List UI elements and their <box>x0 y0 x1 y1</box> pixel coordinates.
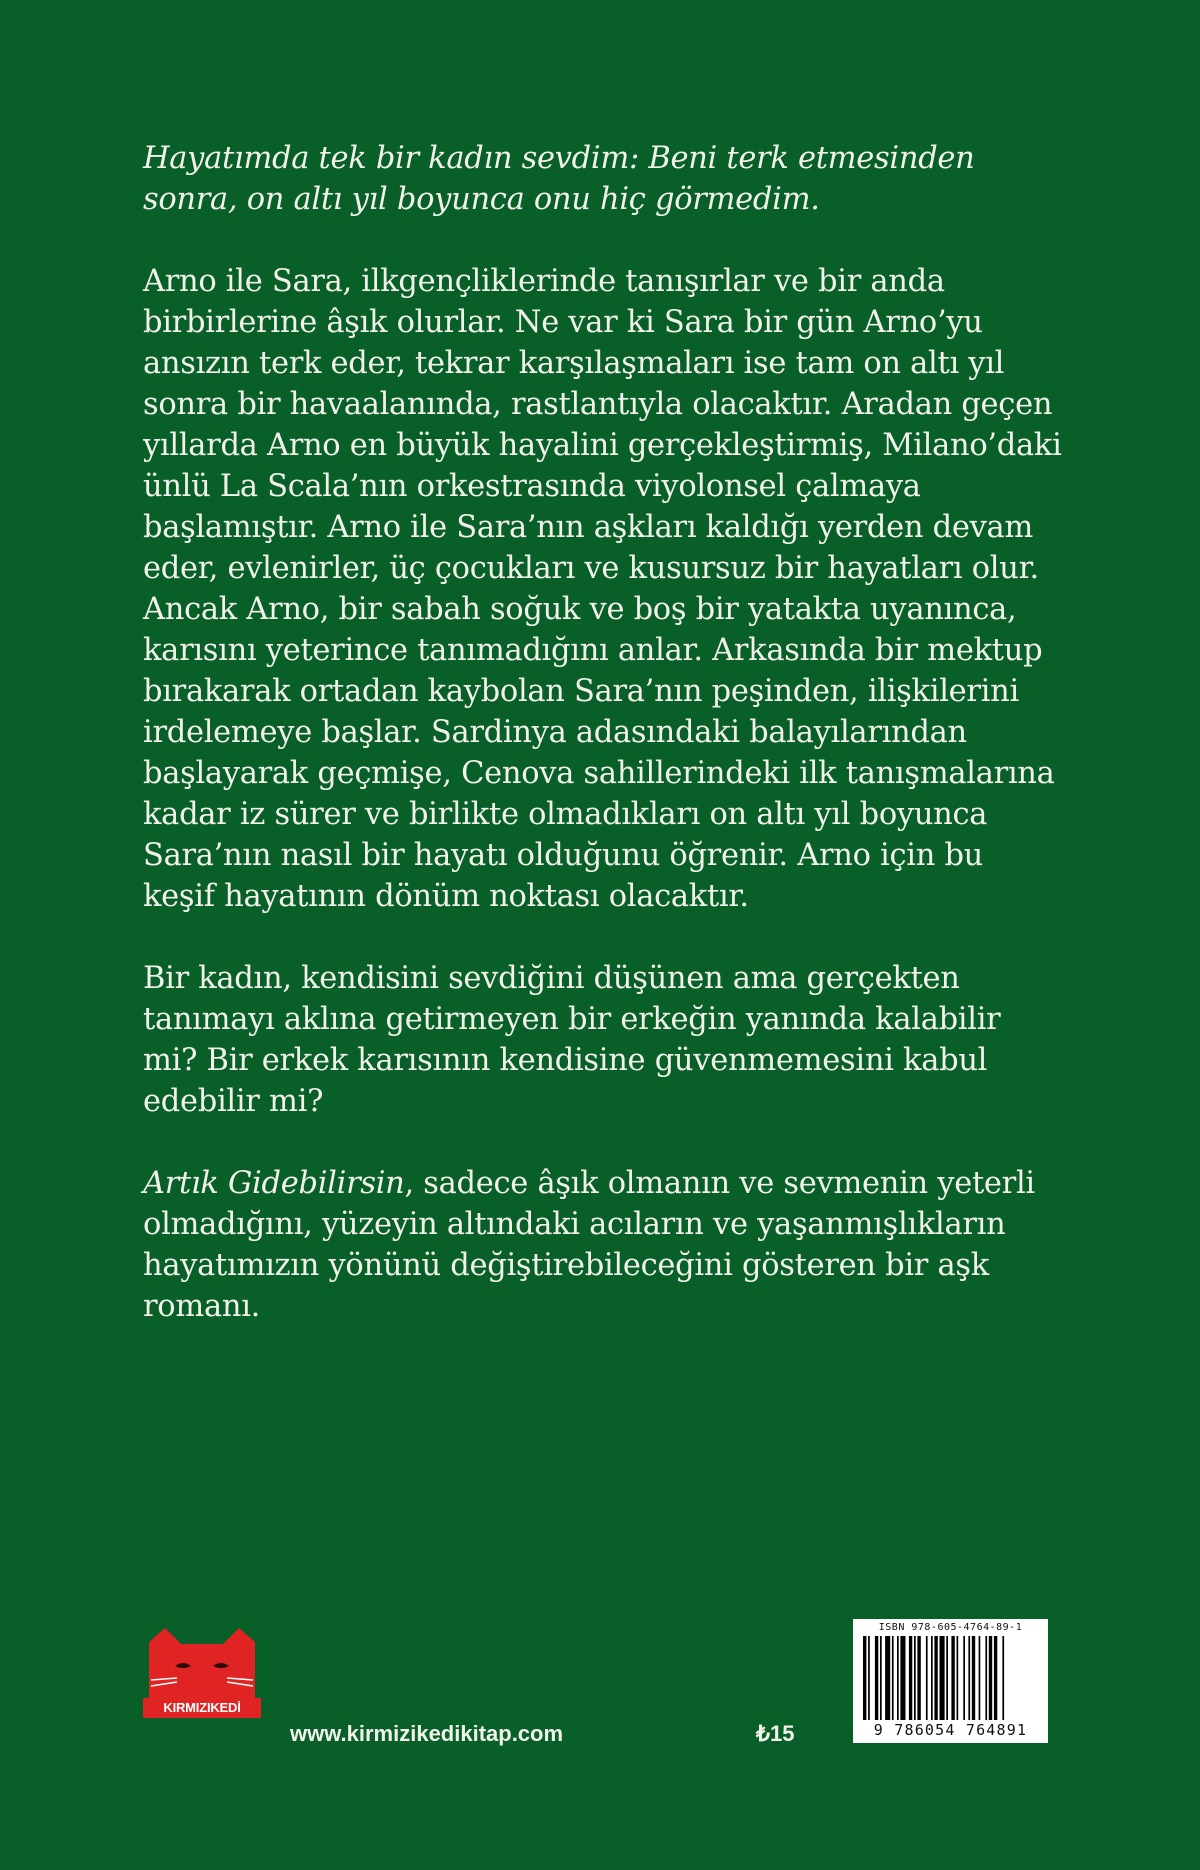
barcode-bar <box>979 1636 981 1720</box>
barcode-bar <box>885 1636 890 1720</box>
barcode-bar <box>926 1636 928 1720</box>
barcode-bar <box>972 1636 975 1720</box>
barcode-bar <box>946 1636 948 1720</box>
barcode-bar <box>994 1636 997 1720</box>
barcode-bar <box>940 1636 945 1720</box>
epigraph: Hayatımda tek bir kadın sevdim: Beni terk etmesinden sonra, on altı yıl boyunca onu hiç görmedim. <box>143 141 975 217</box>
barcode <box>853 1619 1048 1743</box>
barcode-bar <box>868 1636 870 1720</box>
barcode-bar <box>989 1636 992 1720</box>
barcode-bar <box>909 1636 912 1720</box>
barcode-bar <box>931 1636 933 1720</box>
publisher-logo-text: KIRMIZIKEDİ <box>143 1698 261 1718</box>
question-paragraph: Bir kadın, kendisini sevdiğini düşünen ama gerçekten tanımayı aklına getirmeyen bir erkeğin yanında kalabilir mi? Bir erkek karısının kendisine güvenmemesini kabul edebilir mi? <box>143 961 1001 1119</box>
publisher-logo <box>143 1628 261 1720</box>
barcode-bar <box>875 1636 878 1720</box>
barcode-bar <box>985 1636 987 1720</box>
closing-text: , sadece âşık olmanın ve sevmenin yeterli olmadığını, yüzeyin altındaki acıların ve yaşanmışlıkların hayatımızın yönünü değiştirebileceğini gösteren bir aşk romanı. <box>143 1166 1035 1324</box>
barcode-bar <box>914 1636 916 1720</box>
price-label: ₺15 <box>756 1721 795 1746</box>
barcode-bar <box>900 1636 905 1720</box>
barcode-bar <box>897 1636 899 1720</box>
barcode-bar <box>957 1636 959 1720</box>
cat-icon <box>143 1628 261 1700</box>
barcode-bar <box>951 1636 954 1720</box>
isbn-text: ISBN 978-605-4764-89-1 <box>878 1622 1023 1633</box>
barcode-bar <box>892 1636 894 1720</box>
back-cover-blurb <box>143 138 1063 1368</box>
synopsis-paragraph: Arno ile Sara, ilkgençliklerinde tanışırlar ve bir anda birbirlerine âşık olurlar. Ne var ki Sara bir gün Arno’yu ansızın terk eder, tekrar karşılaşmaları ise tam on altı yıl sonra bir havaalanında, rastlantıyla olacaktır. Aradan geçen yıllarda Arno en büyük hayalini gerçekleştirmiş, Milano’daki ünlü La Scala’nın orkestrasında viyolonsel çalmaya başlamıştır. Arno ile Sara’nın aşkları kaldığı yerden devam eder, evlenirler, üç çocukları ve kusursuz bir hayatları olur. Ancak Arno, bir sabah soğuk ve boş bir yatakta uyanınca, karısını yeterince tanımadığını anlar. Arkasında bir mektup bırakarak ortadan kaybolan Sara’nın peşinden, ilişkilerini irdelemeye başlar. Sardinya adasındaki balayılarından başlayarak geçmişe, Cenova sahillerindeki ilk tanışmalarına kadar iz sürer ve birlikte olmadıkları on altı yıl boyunca Sara’nın nasıl bir hayatı olduğunu öğrenir. Arno için bu keşif hayatının dönüm noktası olacaktır. <box>143 264 1062 914</box>
publisher-website: www.kirmizikedikitap.com <box>290 1721 564 1746</box>
book-title-reference: Artık Gidebilirsin <box>143 1166 405 1201</box>
barcode-bar <box>863 1636 866 1720</box>
barcode-bar <box>1002 1636 1004 1720</box>
barcode-bar <box>917 1636 920 1720</box>
barcode-bar <box>963 1636 965 1720</box>
barcode-bar <box>880 1636 882 1720</box>
barcode-bar <box>968 1636 970 1720</box>
closing-paragraph <box>143 1163 1063 1327</box>
ean-number: 9 786054 764891 <box>873 1721 1028 1739</box>
barcode-bars <box>863 1636 1038 1720</box>
barcode-bar <box>934 1636 937 1720</box>
